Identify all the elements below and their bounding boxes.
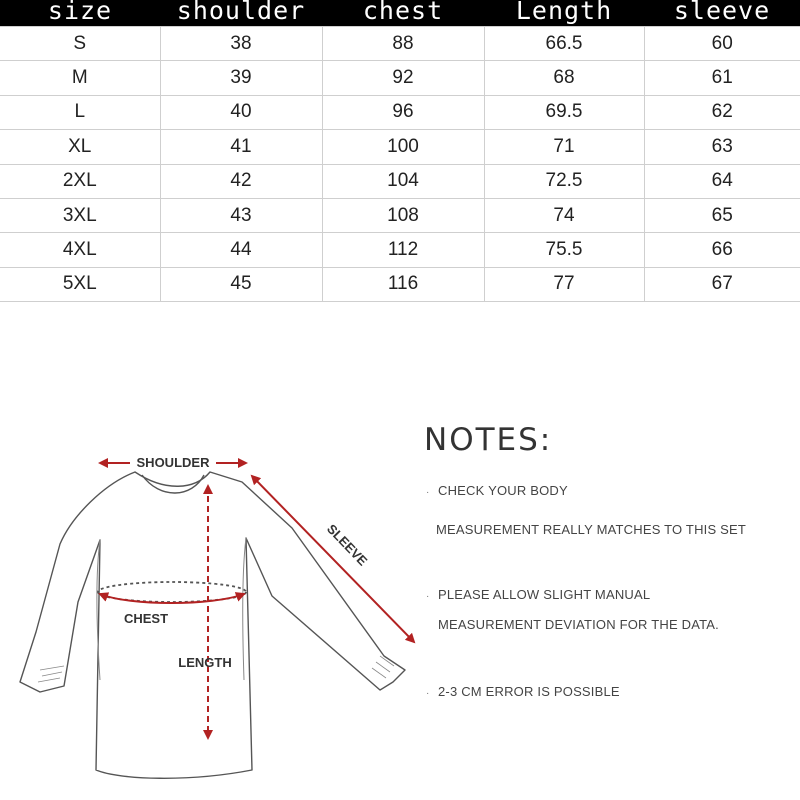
shoulder-cell: 40 xyxy=(160,95,322,129)
sleeve-cell: 65 xyxy=(644,198,800,232)
shoulder-cell: 38 xyxy=(160,27,322,61)
chest-cell: 116 xyxy=(322,267,484,301)
length-cell: 75.5 xyxy=(484,233,644,267)
size-cell: 3XL xyxy=(0,198,160,232)
chest-cell: 88 xyxy=(322,27,484,61)
note-text: CHECK YOUR BODY xyxy=(438,483,568,498)
chest-cell: 92 xyxy=(322,61,484,95)
size-cell: 5XL xyxy=(0,267,160,301)
table-row xyxy=(0,95,800,129)
table-row xyxy=(0,267,800,301)
sleeve-label: SLEEVE xyxy=(324,521,371,569)
length-cell: 71 xyxy=(484,130,644,164)
shoulder-label: SHOULDER xyxy=(136,455,210,470)
bullet-icon: · xyxy=(426,591,430,602)
table-row xyxy=(0,27,800,61)
length-cell: 72.5 xyxy=(484,164,644,198)
size-cell: 4XL xyxy=(0,233,160,267)
shoulder-cell: 43 xyxy=(160,198,322,232)
header-chest: chest xyxy=(322,0,484,27)
note-item xyxy=(426,483,568,498)
chest-label: CHEST xyxy=(123,611,169,626)
left-cuff-ribbing xyxy=(38,666,64,682)
side-seam-right xyxy=(243,538,246,680)
size-chart-header-row xyxy=(0,0,800,27)
note-item xyxy=(436,522,746,537)
sleeve-arrow xyxy=(252,476,414,642)
header-length: Length xyxy=(484,0,644,27)
sleeve-cell: 67 xyxy=(644,267,800,301)
note-text: MEASUREMENT REALLY MATCHES TO THIS SET xyxy=(436,522,747,537)
note-item xyxy=(426,587,650,602)
chest-cell: 104 xyxy=(322,164,484,198)
table-row xyxy=(0,130,800,164)
header-size: size xyxy=(0,0,160,27)
sleeve-cell: 60 xyxy=(644,27,800,61)
size-cell: S xyxy=(0,27,160,61)
note-text: PLEASE ALLOW SLIGHT MANUAL xyxy=(438,587,651,602)
header-shoulder: shoulder xyxy=(160,0,322,27)
size-cell: M xyxy=(0,61,160,95)
size-cell: 2XL xyxy=(0,164,160,198)
long-sleeve-shirt-icon xyxy=(20,472,405,778)
shoulder-cell: 45 xyxy=(160,267,322,301)
shoulder-cell: 44 xyxy=(160,233,322,267)
table-row xyxy=(0,164,800,198)
sleeve-cell: 61 xyxy=(644,61,800,95)
measurement-diagram xyxy=(0,420,430,800)
sleeve-cell: 63 xyxy=(644,130,800,164)
bullet-icon: · xyxy=(426,487,430,498)
sleeve-cell: 62 xyxy=(644,95,800,129)
bullet-icon: · xyxy=(426,688,430,699)
length-cell: 77 xyxy=(484,267,644,301)
size-chart-table xyxy=(0,0,800,302)
sleeve-cell: 66 xyxy=(644,233,800,267)
length-cell: 66.5 xyxy=(484,27,644,61)
note-text: 2-3 CM ERROR IS POSSIBLE xyxy=(438,684,620,699)
table-row xyxy=(0,233,800,267)
shoulder-cell: 39 xyxy=(160,61,322,95)
sleeve-cell: 64 xyxy=(644,164,800,198)
length-cell: 69.5 xyxy=(484,95,644,129)
chest-cell: 100 xyxy=(322,130,484,164)
note-item xyxy=(426,684,620,699)
note-text: MEASUREMENT DEVIATION FOR THE DATA. xyxy=(438,617,719,632)
chest-cell: 96 xyxy=(322,95,484,129)
table-row xyxy=(0,198,800,232)
neckline xyxy=(142,475,204,493)
chest-cell: 112 xyxy=(322,233,484,267)
length-cell: 68 xyxy=(484,61,644,95)
size-cell: XL xyxy=(0,130,160,164)
chest-cell: 108 xyxy=(322,198,484,232)
notes-title: NOTES: xyxy=(424,422,553,458)
length-label: LENGTH xyxy=(178,655,232,670)
shirt-diagram-svg xyxy=(0,420,430,800)
header-sleeve: sleeve xyxy=(644,0,800,27)
length-cell: 74 xyxy=(484,198,644,232)
shoulder-cell: 41 xyxy=(160,130,322,164)
shoulder-cell: 42 xyxy=(160,164,322,198)
size-cell: L xyxy=(0,95,160,129)
note-item xyxy=(438,617,719,632)
table-row xyxy=(0,61,800,95)
right-cuff-ribbing xyxy=(372,656,394,678)
